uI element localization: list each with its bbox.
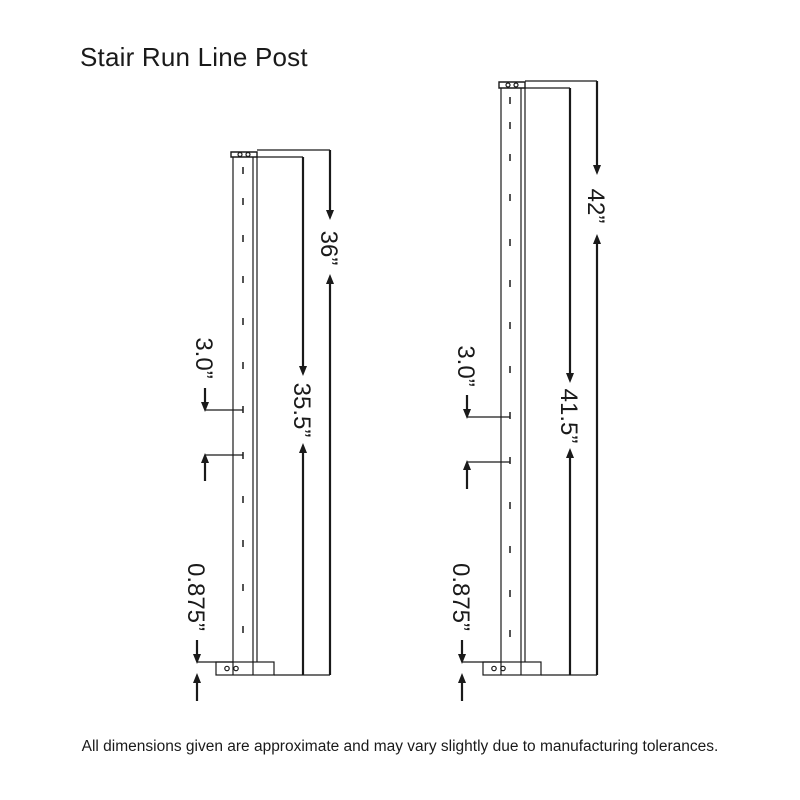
hole-spacing-label: 3.0” [452, 345, 479, 387]
base-offset-label: 0.875” [182, 562, 209, 632]
cap-screw [238, 153, 242, 157]
disclaimer-note: All dimensions given are approximate and may vary slightly due to manufacturing tolerances. [81, 738, 719, 755]
cap-screw [506, 83, 510, 87]
post-cap [499, 82, 525, 88]
base-screw [234, 666, 238, 670]
base-offset-label: 0.875” [447, 562, 474, 632]
inner-height-label: 35.5” [288, 382, 315, 438]
post-cap [231, 152, 257, 157]
post-36 [216, 152, 274, 675]
total-height-label: 42” [582, 188, 609, 224]
base-screw [492, 666, 496, 670]
cap-screw [514, 83, 518, 87]
post-36-labels [182, 231, 342, 631]
inner-height-label: 41.5” [555, 388, 582, 444]
hole-spacing-label: 3.0” [190, 337, 217, 379]
base-screw [225, 666, 229, 670]
cap-screw [246, 153, 250, 157]
total-height-label: 36” [315, 230, 342, 266]
page-title: Stair Run Line Post [80, 42, 308, 72]
post-42 [483, 82, 541, 675]
post-42-labels [447, 189, 609, 631]
